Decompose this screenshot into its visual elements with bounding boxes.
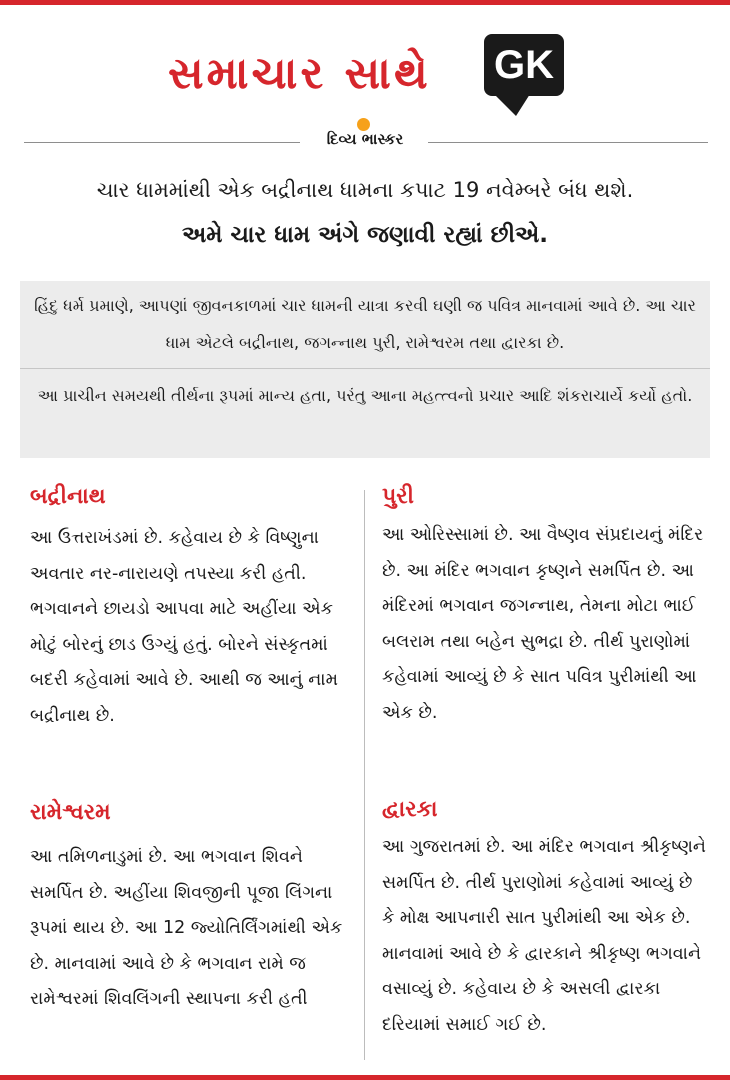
section-title-dwarka: દ્વારકા (382, 797, 438, 822)
headline-line-2: અમે ચાર ધામ અંગે જણાવી રહ્યાં છીએ. (181, 222, 549, 248)
column-divider (364, 490, 365, 1060)
brand-logo: દિવ્ય ભાસ્કર (326, 130, 404, 148)
page-title: સમાચાર સાથે (168, 48, 431, 99)
section-body-badrinath: આ ઉત્તરાખંડમાં છે. કહેવાય છે કે વિષ્ણુના અવતાર નર-નારાયણે તપસ્યા કરી હતી. ભગવાનને છાયડો આપવા માટે અહીંયા એક મોટું બોરનું છાડ ઉગ્યું હતું. બોરને સંસ્કૃતમાં બદરી કહેવામાં આવે છે. આથી જ આનું નામ બદ્રીનાથ છે. (30, 528, 338, 726)
section-title-badrinath: બદ્રીનાથ (30, 484, 106, 509)
brand-row (0, 118, 730, 158)
section-body-dwarka: આ ગુજરાતમાં છે. આ મંદિર ભગવાન શ્રીકૃષ્ણને સમર્પિત છે. તીર્થ પુરાણોમાં કહેવામાં આવ્યું છે કે મોક્ષ આપનારી સાત પુરીમાંથી આ એક છે. માનવામાં આવે છે કે દ્વારકાને શ્રીકૃષ્ણ ભગવાને વસાવ્યું છે. કહેવાય છે કે અસલી દ્વારકા દરિયામાં સમાઈ ગઈ છે. (382, 837, 706, 1035)
divider-left (24, 142, 300, 143)
section-title-puri: પુરી (382, 484, 414, 509)
section-body-puri: આ ઓરિસ્સામાં છે. આ વૈષ્ણવ સંપ્રદાયનું મંદિર છે. આ મંદિર ભગવાન કૃષ્ણને સમર્પિત છે. આ મંદિરમાં ભગવાન જગન્નાથ, તેમના મોટા ભાઈ બલરામ તથા બહેન સુભદ્રા છે. તીર્થ પુરાણોમાં કહેવામાં આવ્યું છે કે સાત પવિત્ર પુરીમાંથી આ એક છે. (382, 525, 704, 723)
intro-paragraph-2: આ પ્રાચીન સમયથી તીર્થના રૂપમાં માન્ય હતા, પરંતુ આના મહત્ત્વનો પ્રચાર આદિ શંકરાચાર્યે કર્યો હતો. (37, 386, 693, 405)
gk-badge: GK (494, 43, 554, 87)
masthead (0, 18, 730, 118)
top-red-bar (0, 0, 730, 5)
divider-right (428, 142, 708, 143)
intro-paragraph-1: હિંદુ ધર્મ પ્રમાણે, આપણાં જીવનકાળમાં ચાર ધામની યાત્રા કરવી ઘણી જ પવિત્ર માનવામાં આવે છે. આ ચાર ધામ એટલે બદ્રીનાથ, જગન્નાથ પુરી, રામેશ્વરમ તથા દ્વારકા છે. (34, 296, 696, 352)
headline-line-1: ચાર ધામમાંથી એક બદ્રીનાથ ધામના કપાટ 19 નવેમ્બરે બંધ થશે. (96, 178, 634, 202)
intro-divider (20, 368, 710, 369)
bottom-red-bar (0, 1075, 730, 1080)
intro-panel (20, 281, 710, 458)
section-body-rameshwaram: આ તમિળનાડુમાં છે. આ ભગવાન શિવને સમર્પિત છે. અહીંયા શિવજીની પૂજા લિંગના રૂપમાં થાય છે. આ 12 જ્યોતિર્લિંગમાંથી એક છે. માનવામાં આવે છે કે ભગવાન રામે જ રામેશ્વરમાં શિવલિંગની સ્થાપના કરી હતી (30, 847, 343, 1009)
section-title-rameshwaram: રામેશ્વરમ (30, 800, 111, 825)
speech-bubble-tail-icon (494, 94, 538, 116)
